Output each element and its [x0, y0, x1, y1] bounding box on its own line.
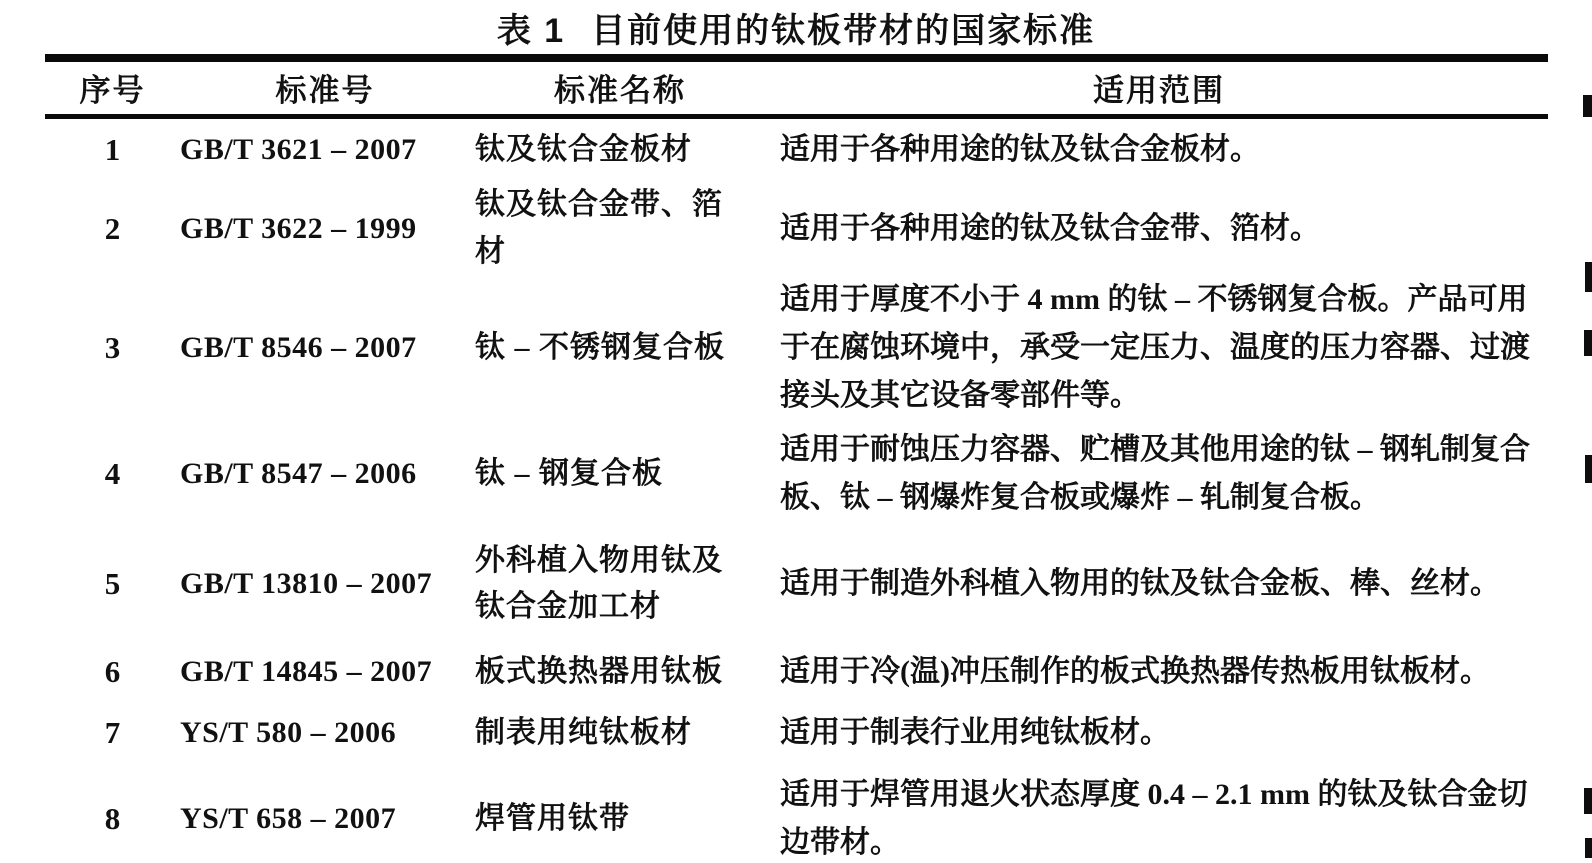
scan-edge-artifact	[1585, 262, 1592, 292]
scan-edge-artifact	[1585, 455, 1592, 483]
table-row	[45, 527, 1548, 641]
col-header-std: 标准号	[275, 73, 375, 109]
cell-scope: 适用于各种用途的钛及钛合金带、箔材。	[780, 211, 1320, 245]
table-row	[45, 116, 1548, 182]
table-row	[45, 182, 1548, 275]
table-row	[45, 275, 1548, 421]
cell-standard-name: 外科植入物用钛及钛合金加工材	[475, 543, 723, 623]
cell-standard-number: GB/T 3621 – 2007	[180, 133, 417, 167]
cell-standard-name: 钛 – 不锈钢复合板	[475, 330, 725, 364]
cell-scope: 适用于各种用途的钛及钛合金板材。	[780, 133, 1260, 167]
cell-no: 8	[104, 801, 121, 836]
cell-standard-number: YS/T 580 – 2006	[180, 716, 397, 749]
scan-edge-artifact	[1583, 95, 1592, 117]
cell-standard-number: GB/T 8547 – 2006	[180, 457, 417, 490]
table-row	[45, 421, 1548, 527]
header-row	[45, 58, 1548, 116]
table-row	[45, 703, 1548, 763]
cell-no: 5	[104, 566, 121, 601]
table-caption-label: 表 1	[496, 11, 566, 50]
col-header-scope: 适用范围	[1093, 73, 1225, 109]
cell-standard-name: 制表用纯钛板材	[475, 715, 692, 749]
table-row	[45, 763, 1548, 863]
table-caption-title: 目前使用的钛板带材的国家标准	[591, 11, 1096, 50]
cell-standard-number: GB/T 13810 – 2007	[180, 567, 433, 600]
cell-standard-name: 钛 – 钢复合板	[475, 456, 663, 490]
standards-table	[45, 54, 1548, 863]
cell-standard-number: GB/T 8546 – 2007	[180, 331, 417, 364]
table-caption	[0, 0, 1592, 54]
cell-standard-name: 钛及钛合金板材	[475, 133, 692, 166]
col-header-no: 序号	[79, 73, 146, 109]
cell-scope: 适用于耐蚀压力容器、贮槽及其他用途的钛 – 钢轧制复合板、钛 – 钢爆炸复合板或爆炸 – 轧制复合板。	[780, 433, 1530, 514]
cell-no: 6	[104, 654, 121, 689]
cell-standard-number: YS/T 658 – 2007	[180, 802, 397, 835]
cell-scope: 适用于厚度不小于 4 mm 的钛 – 不锈钢复合板。产品可用于在腐蚀环境中，承受一定压力、温度的压力容器、过渡接头及其它设备零部件等。	[780, 283, 1530, 412]
cell-standard-name: 钛及钛合金带、箔材	[475, 188, 723, 268]
cell-standard-name: 焊管用钛带	[475, 801, 630, 835]
cell-scope: 适用于焊管用退火状态厚度 0.4 – 2.1 mm 的钛及钛合金切边带材。	[780, 778, 1528, 859]
cell-scope: 适用于制造外科植入物用的钛及钛合金板、棒、丝材。	[780, 567, 1500, 600]
cell-scope: 适用于冷(温)冲压制作的板式换热器传热板用钛板材。	[780, 655, 1490, 688]
cell-no: 2	[104, 210, 121, 246]
cell-no: 1	[104, 132, 121, 168]
scan-edge-artifact	[1584, 330, 1592, 356]
cell-scope: 适用于制表行业用纯钛板材。	[780, 716, 1170, 749]
scan-edge-artifact	[1584, 788, 1592, 814]
cell-standard-name: 板式换热器用钛板	[475, 654, 723, 688]
scan-edge-artifact	[1585, 838, 1592, 858]
cell-standard-number: GB/T 14845 – 2007	[180, 655, 433, 688]
cell-no: 3	[104, 330, 121, 365]
cell-no: 7	[104, 715, 121, 750]
cell-no: 4	[104, 456, 121, 491]
table-row	[45, 641, 1548, 703]
col-header-name: 标准名称	[554, 73, 686, 109]
cell-standard-number: GB/T 3622 – 1999	[180, 211, 417, 245]
